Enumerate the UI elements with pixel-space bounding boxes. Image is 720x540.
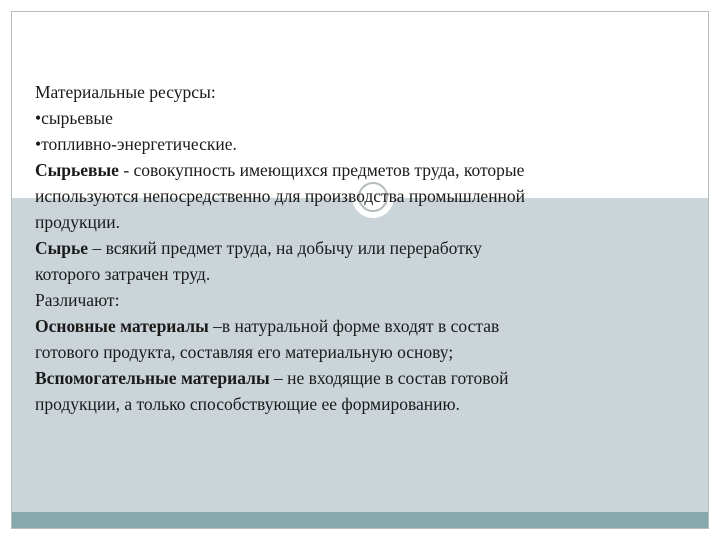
line-text: Материальные ресурсы:	[35, 82, 216, 102]
line-text: продукции, а только способствующие ее формированию.	[35, 394, 460, 414]
slide-text	[35, 79, 675, 417]
line-text: которого затрачен труд.	[35, 264, 211, 284]
bold-term: Вспомогательные материалы	[35, 368, 270, 388]
footer-bar	[12, 512, 708, 528]
text-line	[35, 365, 675, 391]
line-text: •топливно-энергетические.	[35, 134, 237, 154]
text-line	[35, 391, 675, 417]
line-text: Различают:	[35, 290, 120, 310]
line-text: •сырьевые	[35, 108, 113, 128]
text-line	[35, 313, 675, 339]
line-text: – всякий предмет труда, на добычу или переработку	[88, 238, 482, 258]
text-line	[35, 79, 675, 105]
text-line	[35, 183, 675, 209]
text-line	[35, 209, 675, 235]
bold-term: Основные материалы	[35, 316, 209, 336]
text-line	[35, 235, 675, 261]
line-text: - совокупность имеющихся предметов труда, которые	[118, 160, 525, 180]
text-line	[35, 105, 675, 131]
line-text: используются непосредственно для производства промышленной	[35, 186, 526, 206]
text-line	[35, 287, 675, 313]
bold-term: Сырьевые	[35, 160, 119, 180]
text-line	[35, 261, 675, 287]
bold-term: Сырье	[35, 238, 89, 258]
text-line	[35, 157, 675, 183]
text-line	[35, 131, 675, 157]
line-text: –в натуральной форме входят в состав	[208, 316, 500, 336]
text-line	[35, 339, 675, 365]
line-text: – не входящие в состав готовой	[269, 368, 509, 388]
line-text: готового продукта, составляя его материальную основу;	[35, 342, 454, 362]
line-text: продукции.	[35, 212, 120, 232]
